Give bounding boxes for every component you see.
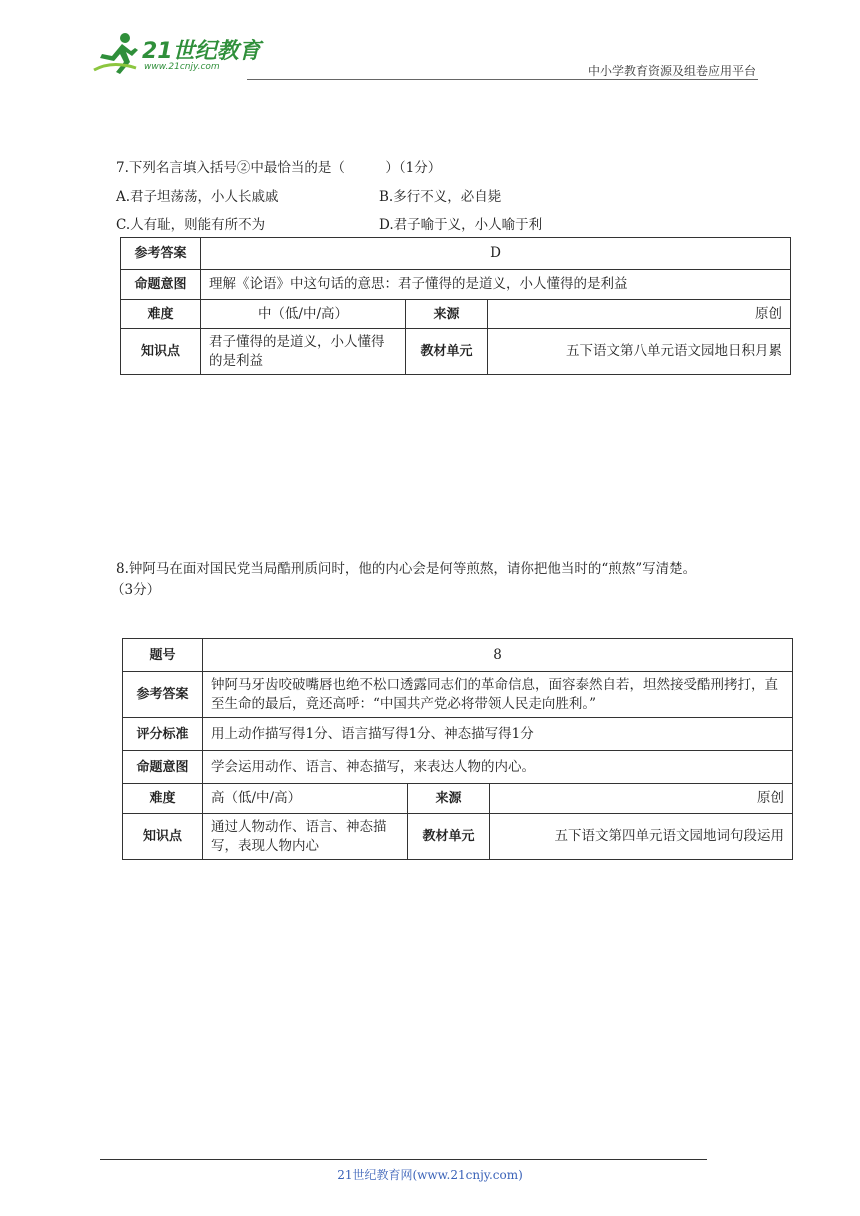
intent-value: 学会运用动作、语言、神态描写，来表达人物的内心。: [203, 751, 793, 784]
q7-question: 7.下列名言填入括号②中最恰当的是（ ）（1分）: [116, 160, 442, 176]
num-label: 题号: [123, 639, 203, 672]
unit-label: 教材单元: [408, 814, 490, 860]
answer-label: 参考答案: [121, 238, 201, 270]
q7-option-b: B.多行不义，必自毙: [379, 189, 502, 205]
q8-answer-table: [122, 638, 793, 860]
knowledge-label: 知识点: [123, 814, 203, 860]
header-divider: [247, 79, 758, 80]
num-value: 8: [203, 639, 793, 672]
footer-divider: [100, 1159, 707, 1160]
table-row: [121, 238, 791, 270]
intent-value: 理解《论语》中这句话的意思：君子懂得的是道义，小人懂得的是利益: [201, 270, 791, 300]
unit-value: 五下语文第八单元语文园地日积月累: [488, 329, 791, 375]
criteria-label: 评分标准: [123, 718, 203, 751]
difficulty-value: 中（低/中/高）: [201, 300, 406, 329]
unit-label: 教材单元: [406, 329, 488, 375]
unit-value: 五下语文第四单元语文园地词句段运用: [490, 814, 793, 860]
table-row: [121, 270, 791, 300]
knowledge-label: 知识点: [121, 329, 201, 375]
answer-value: 钟阿马牙齿咬破嘴唇也绝不松口透露同志们的革命信息，面容泰然自若，坦然接受酷刑拷打，直至生命的最后，竟还高呼：“中国共产党必将带领人民走向胜利。”: [203, 672, 793, 718]
knowledge-value: 君子懂得的是道义，小人懂得的是利益: [201, 329, 406, 375]
knowledge-value: 通过人物动作、语言、神态描写，表现人物内心: [203, 814, 408, 860]
table-row: [123, 639, 793, 672]
table-row: [123, 718, 793, 751]
difficulty-value: 高（低/中/高）: [203, 784, 408, 814]
q7-option-c: C.人有耻，则能有所不为: [116, 217, 266, 233]
table-row: [123, 784, 793, 814]
answer-value: D: [201, 238, 791, 270]
source-label: 来源: [406, 300, 488, 329]
logo-url: www.21cnjy.com: [144, 62, 220, 72]
table-row: [123, 751, 793, 784]
q7-answer-table: [120, 237, 791, 375]
criteria-value: 用上动作描写得1分、语言描写得1分、神态描写得1分: [203, 718, 793, 751]
platform-name: 中小学教育资源及组卷应用平台: [587, 64, 756, 78]
site-logo[interactable]: [92, 30, 262, 78]
footer-link[interactable]: 21世纪教育网(www.21cnjy.com): [337, 1168, 523, 1182]
intent-label: 命题意图: [123, 751, 203, 784]
answer-label: 参考答案: [123, 672, 203, 718]
page-header: [92, 30, 758, 80]
q8-question-line1: 8.钟阿马在面对国民党当局酷刑质问时，他的内心会是何等煎熬，请你把他当时的“煎熬”写清楚。: [116, 561, 697, 577]
table-row: [121, 300, 791, 329]
difficulty-label: 难度: [121, 300, 201, 329]
runner-icon: [92, 30, 142, 76]
q7-option-a: A.君子坦荡荡，小人长戚戚: [116, 189, 279, 205]
table-row: [123, 672, 793, 718]
difficulty-label: 难度: [123, 784, 203, 814]
source-value: 原创: [488, 300, 791, 329]
table-row: [123, 814, 793, 860]
source-value: 原创: [490, 784, 793, 814]
table-row: [121, 329, 791, 375]
logo-text: 21世纪教育: [142, 39, 261, 64]
q8-question-line2: （3分）: [111, 582, 161, 598]
intent-label: 命题意图: [121, 270, 201, 300]
source-label: 来源: [408, 784, 490, 814]
q7-option-d: D.君子喻于义，小人喻于利: [379, 217, 543, 233]
